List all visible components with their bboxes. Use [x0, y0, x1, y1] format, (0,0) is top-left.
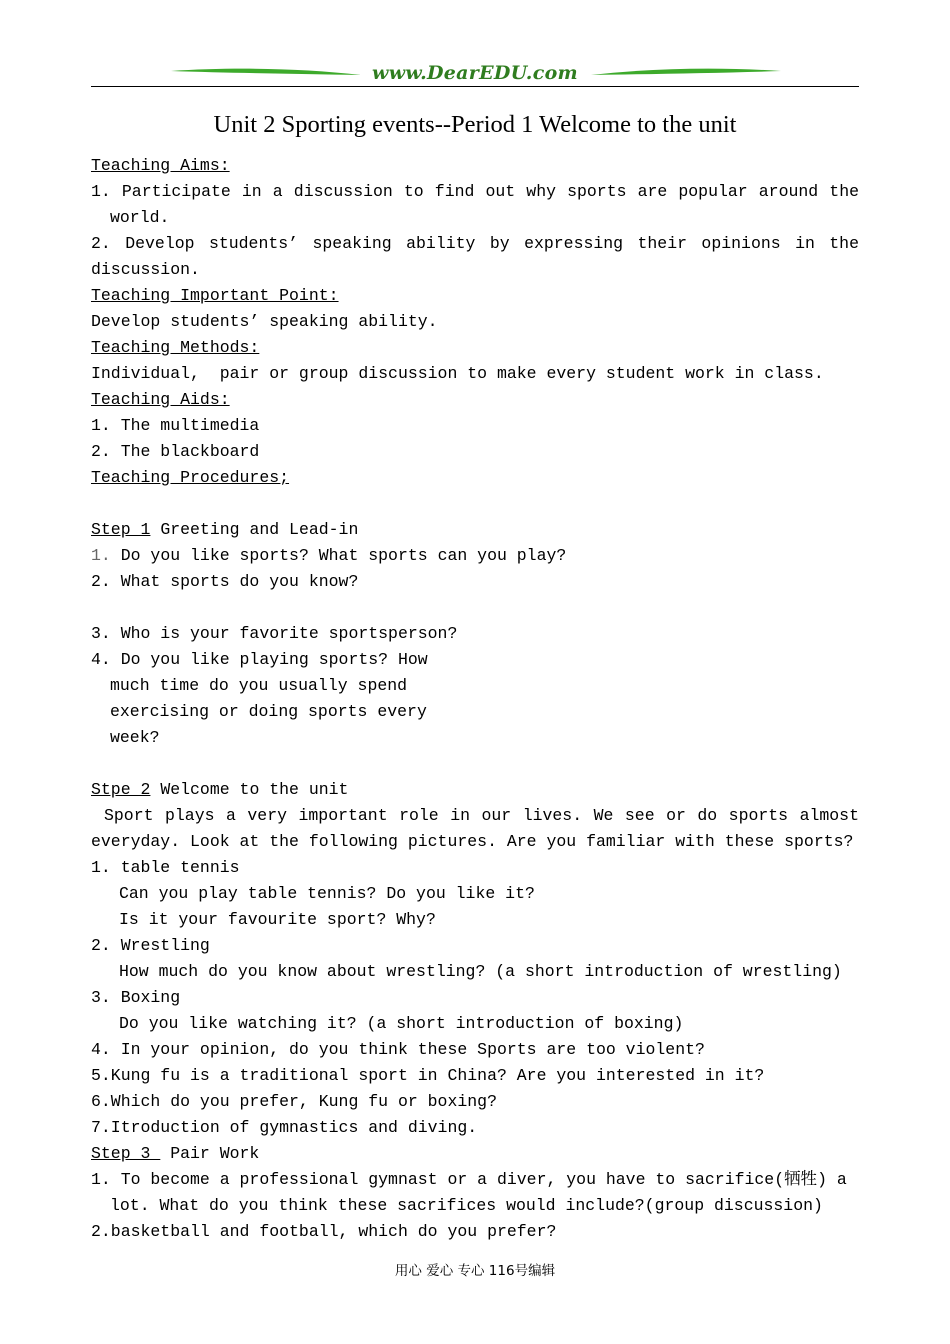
methods-text: Individual, pair or group discussion to make every student work in class. — [91, 364, 824, 383]
step2-item-1-question-2: Is it your favourite sport? Why? — [119, 910, 436, 929]
important-point-text: Develop students’ speaking ability. — [91, 312, 438, 331]
step3-heading — [91, 1141, 859, 1167]
aids-heading: Teaching Aids: — [91, 390, 230, 409]
step2-item-6: 6.Which do you prefer, Kung fu or boxing? — [91, 1092, 497, 1111]
blank-line — [91, 751, 859, 777]
step2-item-1: 1. table tennis — [91, 858, 240, 877]
aims-item-2-line-2: discussion. — [91, 260, 200, 279]
blank-line — [91, 491, 859, 517]
aims-item-1-line-1 — [91, 179, 859, 205]
step2-item-5: 5.Kung fu is a traditional sport in China? Are you interested in it? — [91, 1066, 765, 1085]
step1-label: Step 1 — [91, 520, 151, 539]
methods-heading: Teaching Methods: — [91, 338, 260, 357]
logo-text: www.DearEDU.com — [372, 62, 578, 84]
step1-q1-number: 1. — [91, 546, 111, 565]
step2-title: Welcome to the unit — [150, 780, 349, 799]
step1-question-2: 2. What sports do you know? — [91, 572, 359, 591]
step1-question-4-line-3: exercising or doing sports every — [110, 702, 427, 721]
document-title: Unit 2 Sporting events--Period 1 Welcome to the unit — [213, 111, 737, 138]
step1-q1-text: Do you like sports? What sports can you play? — [110, 546, 567, 565]
step2-item-1-question-1: Can you play table tennis? Do you like it? — [119, 884, 535, 903]
step1-question-4-line-1: 4. Do you like playing sports? How — [91, 650, 428, 669]
header-rule — [91, 86, 859, 87]
aims-item-1-cont: world. — [110, 208, 170, 227]
step2-item-3: 3. Boxing — [91, 988, 181, 1007]
step1-question-1 — [91, 543, 859, 569]
aims-item-1-text: 1. Participate in a discussion to find out why sports are popular around the — [91, 182, 859, 201]
step3-item-1-line-2: lot. What do you think these sacrifices would include?(group discussion) — [110, 1196, 823, 1215]
header-banner — [91, 60, 859, 92]
step2-item-2: 2. Wrestling — [91, 936, 210, 955]
step1-question-4-line-2: much time do you usually spend — [110, 676, 408, 695]
step2-intro-line-1 — [91, 803, 859, 829]
aims-item-1-line-2 — [91, 205, 859, 231]
step1-question-4-line-4: week? — [110, 728, 160, 747]
procedures-heading: Teaching Procedures; — [91, 468, 290, 487]
step2-intro-line-2: everyday. Look at the following pictures. Are you familiar with these sports? — [91, 832, 854, 851]
step3-title: Pair Work — [160, 1144, 260, 1163]
step3-item-1-line-1: 1. To become a professional gymnast or a diver, you have to sacrifice(牺牲) a — [91, 1170, 847, 1189]
step2-item-7: 7.Itroduction of gymnastics and diving. — [91, 1118, 478, 1137]
step2-item-2-question-1: How much do you know about wrestling? (a short introduction of wrestling) — [119, 962, 842, 981]
blank-line — [91, 595, 859, 621]
aids-item-1: 1. The multimedia — [91, 416, 260, 435]
aims-heading: Teaching Aims: — [91, 156, 230, 175]
step2-item-3-question-1: Do you like watching it? (a short introduction of boxing) — [119, 1014, 684, 1033]
page-footer: 用心 爱心 专心 116号编辑 — [394, 1263, 556, 1279]
left-swoosh-icon — [171, 66, 361, 80]
step1-heading — [91, 517, 859, 543]
right-swoosh-icon — [591, 66, 781, 80]
step2-label: Stpe 2 — [91, 780, 151, 799]
step2-intro-text-1: Sport plays a very important role in our lives. We see or do sports almost — [104, 806, 859, 825]
important-point-heading: Teaching Important Point: — [91, 286, 339, 305]
step3-label: Step 3 — [91, 1144, 161, 1163]
step3-item-2: 2.basketball and football, which do you prefer? — [91, 1222, 557, 1241]
step1-title: Greeting and Lead-in — [150, 520, 359, 539]
document-body — [91, 153, 859, 1245]
step2-item-4: 4. In your opinion, do you think these Sports are too violent? — [91, 1040, 705, 1059]
step1-question-3: 3. Who is your favorite sportsperson? — [91, 624, 458, 643]
aims-item-2-line-1 — [91, 231, 859, 257]
aids-item-2: 2. The blackboard — [91, 442, 260, 461]
step2-heading — [91, 777, 859, 803]
aims-item-2-text: 2. Develop students’ speaking ability by expressing their opinions in the — [91, 234, 859, 253]
